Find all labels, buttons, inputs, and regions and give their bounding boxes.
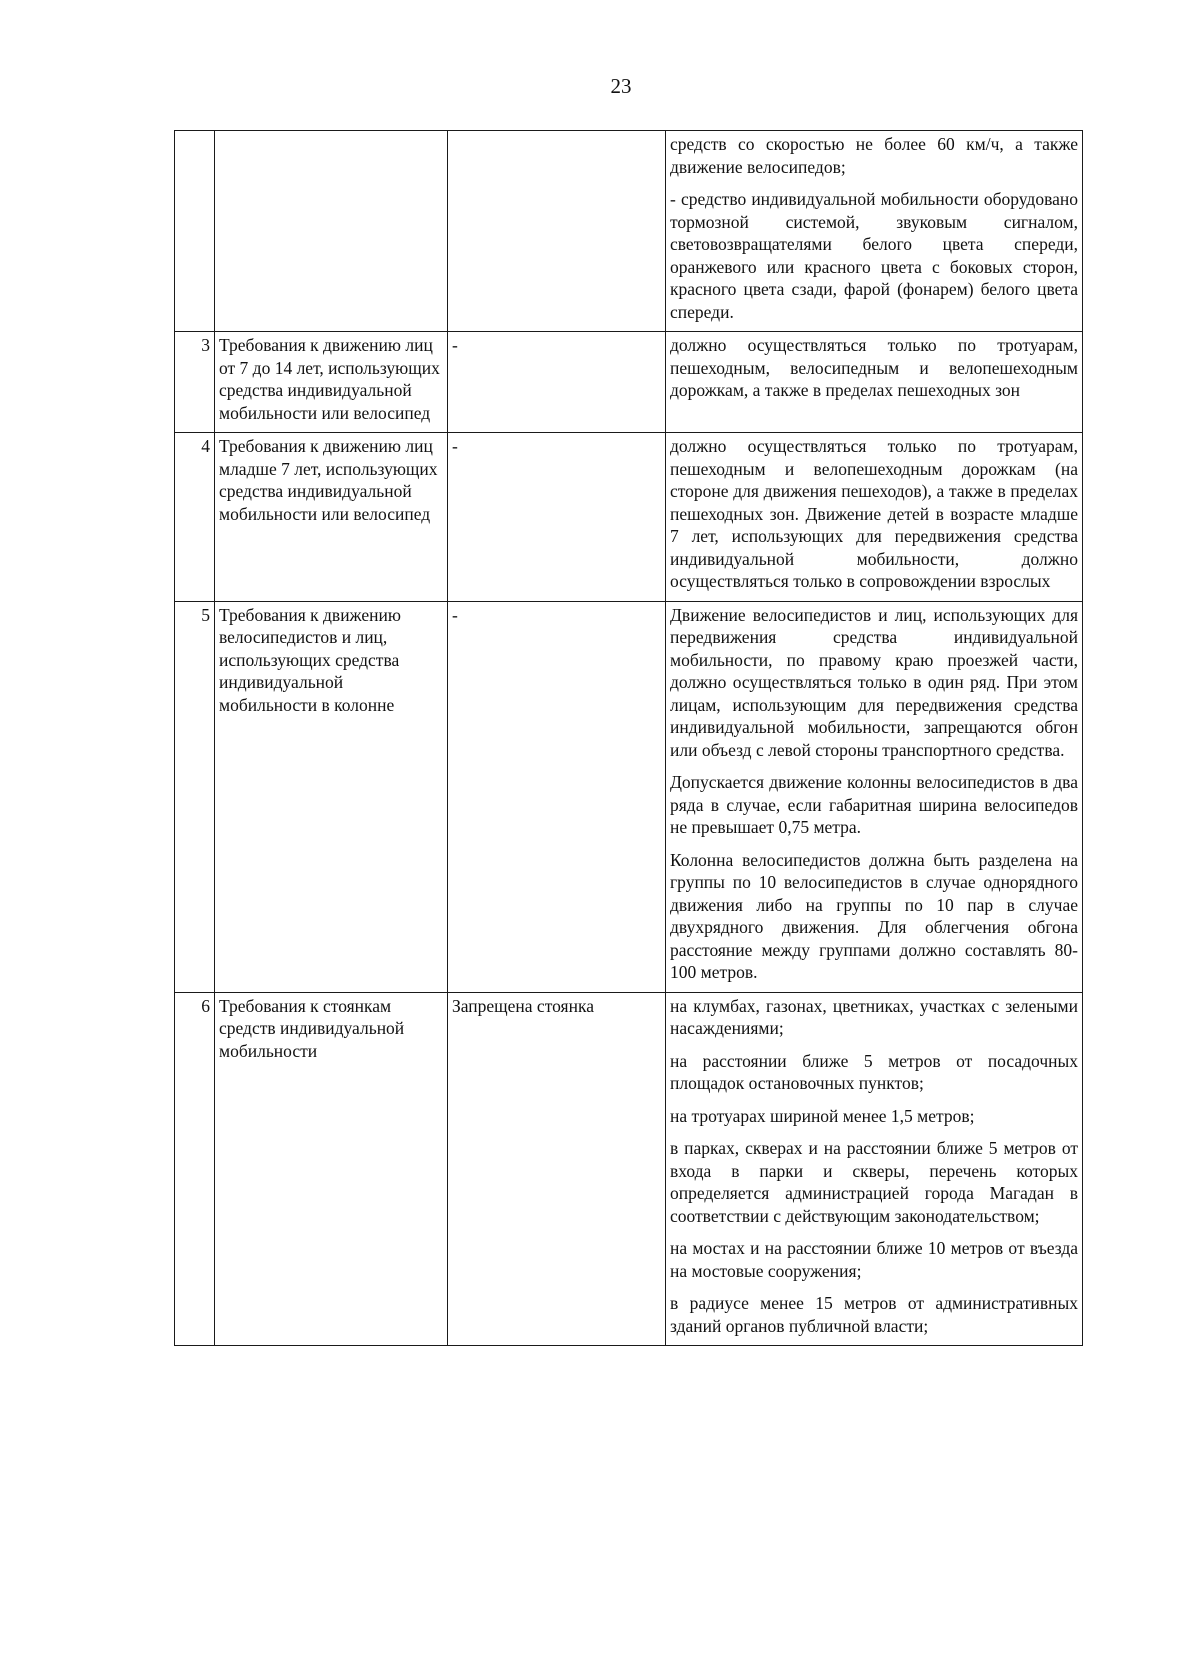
row-description [666, 992, 1083, 1346]
row-requirement: Требования к движению велосипедистов и лиц, использующих средства индивидуальной мобильности в колонне [215, 601, 448, 992]
description-paragraph: в радиусе менее 15 метров от административных зданий органов публичной власти; [670, 1293, 1078, 1336]
description-paragraph: на расстоянии ближе 5 метров от посадочных площадок остановочных пунктов; [670, 1050, 1078, 1093]
description-paragraph: должно осуществляться только по тротуарам, пешеходным и велопешеходным дорожкам (на стороне для движения пешеходов), а также в пределах пешеходных зон. Движение детей в возрасте младше 7 лет, использующих для передвижения средства индивидуальной мобильности, должно осуществляться только в сопровождении взрослых [670, 436, 1078, 591]
row-description [666, 131, 1083, 332]
description-paragraph: должно осуществляться только по тротуарам, пешеходным, велосипедным и велопешеходным дорожкам, а также в пределах пешеходных зон [670, 335, 1078, 400]
description-paragraph: на клумбах, газонах, цветниках, участках с зелеными насаждениями; [670, 995, 1078, 1038]
description-paragraph: на мостах и на расстоянии ближе 10 метров от въезда на мостовые сооружения; [670, 1238, 1078, 1281]
row-condition: - [448, 601, 666, 992]
row-requirement: Требования к движению лиц младше 7 лет, использующих средства индивидуальной мобильности или велосипед [215, 433, 448, 602]
description-paragraph: в парках, скверах и на расстоянии ближе 5 метров от входа в парки и скверы, перечень которых определяется администрацией города Магадан в соответствии с действующим законодательством; [670, 1138, 1078, 1226]
row-description [666, 332, 1083, 433]
row-number: 5 [175, 601, 215, 992]
regulations-table [174, 130, 1083, 1346]
row-requirement: Требования к стоянкам средств индивидуальной мобильности [215, 992, 448, 1346]
table-row [175, 601, 1083, 992]
description-paragraph: Допускается движение колонны велосипедистов в два ряда в случае, если габаритная ширина велосипедов не превышает 0,75 метра. [670, 772, 1078, 837]
table-row [175, 332, 1083, 433]
row-condition: - [448, 332, 666, 433]
row-description [666, 601, 1083, 992]
row-requirement [215, 131, 448, 332]
table-row [175, 433, 1083, 602]
row-number: 4 [175, 433, 215, 602]
row-number: 3 [175, 332, 215, 433]
description-paragraph: на тротуарах шириной менее 1,5 метров; [670, 1105, 975, 1126]
row-condition: Запрещена стоянка [448, 992, 666, 1346]
table-row [175, 131, 1083, 332]
description-paragraph: Движение велосипедистов и лиц, использующих для передвижения средства индивидуальной мобильности, по правому краю проезжей части, должно осуществляться только в один ряд. При этом лицам, использующим для передвижения средства индивидуальной мобильности, запрещаются обгон или объезд с левой стороны транспортного средства. [670, 604, 1078, 760]
row-condition [448, 131, 666, 332]
row-number: 6 [175, 992, 215, 1346]
description-paragraph: - средство индивидуальной мобильности оборудовано тормозной системой, звуковым сигналом, световозвращателями белого цвета спереди, оранжевого или красного цвета с боковых сторон, красного цвета сзади, фарой (фонарем) белого цвета спереди. [670, 189, 1078, 322]
row-description [666, 433, 1083, 602]
row-requirement: Требования к движению лиц от 7 до 14 лет, использующих средства индивидуальной мобильности или велосипед [215, 332, 448, 433]
row-condition: - [448, 433, 666, 602]
row-number [175, 131, 215, 332]
description-paragraph: Колонна велосипедистов должна быть разделена на группы по 10 велосипедистов в случае однорядного движения либо на группы по 10 пар в случае двухрядного движения. Для облегчения обгона расстояние между группами должно составлять 80-100 метров. [670, 849, 1078, 982]
page-number: 23 [610, 74, 632, 98]
description-paragraph: средств со скоростью не более 60 км/ч, а также движение велосипедов; [670, 134, 1078, 177]
table-row [175, 992, 1083, 1346]
